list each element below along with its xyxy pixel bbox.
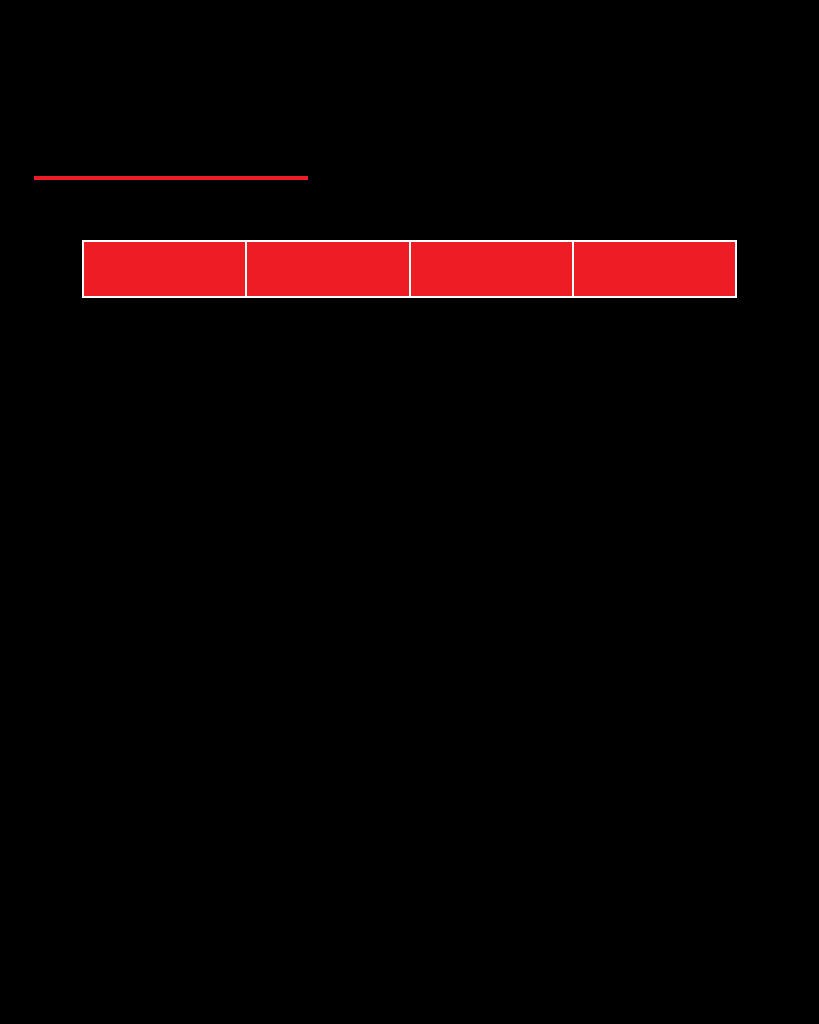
column-header-rival [246, 241, 409, 297]
column-header-dia-hora [410, 241, 573, 297]
title-underline [34, 176, 308, 180]
schedule-table [82, 240, 737, 969]
table-header-row [83, 241, 736, 297]
column-header-camp [573, 241, 736, 297]
column-header-equip [83, 241, 246, 297]
